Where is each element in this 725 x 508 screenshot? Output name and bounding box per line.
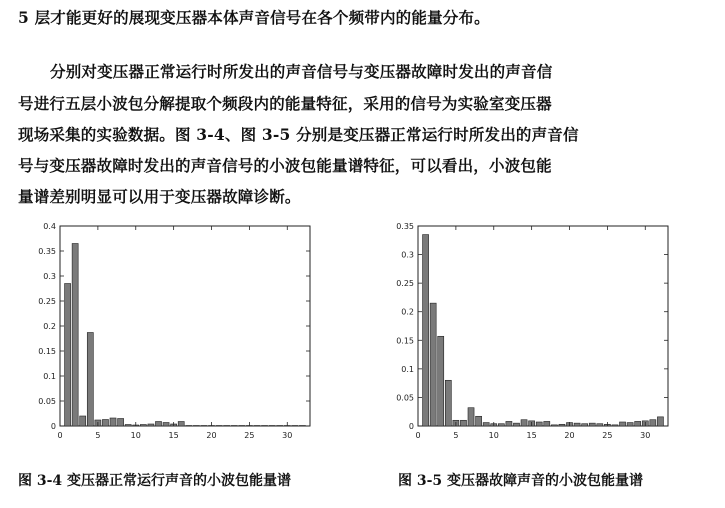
bar — [635, 421, 641, 426]
figure-3-4-chart — [22, 220, 322, 452]
bar — [650, 420, 656, 426]
plot-frame — [418, 226, 668, 426]
bar — [193, 426, 199, 427]
bar — [292, 426, 298, 427]
plot-frame — [60, 226, 310, 426]
y-tick-label: 0.2 — [43, 322, 56, 331]
bar — [423, 235, 429, 426]
bar — [559, 424, 565, 426]
y-tick-label: 0.35 — [38, 247, 56, 256]
x-tick-label: 15 — [168, 431, 179, 440]
bar — [186, 426, 192, 427]
x-tick-label: 25 — [244, 431, 255, 440]
y-tick-label: 0 — [50, 422, 56, 431]
x-tick-label: 5 — [95, 431, 101, 440]
x-tick-label: 25 — [602, 431, 613, 440]
x-tick-label: 10 — [130, 431, 141, 440]
bar — [544, 421, 550, 426]
bar — [163, 423, 169, 427]
bar — [536, 422, 542, 426]
paragraph-line: 量谱差别明显可以用于变压器故障诊断。 — [18, 187, 301, 206]
figure-3-5-chart — [380, 220, 680, 452]
x-tick-label: 20 — [206, 431, 217, 440]
bar — [65, 284, 71, 427]
y-tick-label: 0.3 — [43, 272, 56, 281]
bar — [118, 419, 124, 427]
bar — [262, 426, 268, 427]
x-tick-label: 0 — [415, 431, 421, 440]
y-tick-label: 0.3 — [401, 250, 414, 260]
bar — [125, 425, 131, 427]
bar — [438, 336, 444, 426]
x-tick-label: 15 — [526, 431, 537, 440]
x-tick-label: 0 — [57, 431, 63, 440]
figure-3-4-svg — [22, 220, 322, 452]
y-tick-label: 0.25 — [396, 279, 414, 289]
bar — [476, 416, 482, 426]
bar — [148, 424, 154, 426]
bar — [597, 424, 603, 426]
figure-3-4-caption: 图 3-4 变压器正常运行声音的小波包能量谱 — [18, 473, 292, 489]
bar — [430, 303, 436, 426]
y-tick-label: 0.15 — [396, 336, 414, 346]
y-tick-label: 0 — [408, 422, 414, 431]
figure-3-5-caption: 图 3-5 变压器故障声音的小波包能量谱 — [398, 473, 644, 489]
x-tick-label: 10 — [488, 431, 499, 440]
bar — [551, 425, 557, 426]
bar — [460, 420, 466, 426]
bar — [178, 422, 184, 427]
bar — [72, 244, 78, 427]
bar — [589, 423, 595, 426]
bar — [582, 424, 588, 426]
bar — [110, 418, 116, 426]
y-tick-label: 0.35 — [396, 222, 414, 231]
bar — [620, 422, 626, 426]
x-tick-label: 5 — [453, 431, 459, 440]
bar — [87, 333, 93, 427]
bar — [201, 426, 207, 427]
x-tick-label: 30 — [640, 431, 651, 440]
bar — [513, 423, 519, 426]
bar — [483, 423, 489, 426]
bar — [627, 423, 633, 426]
bar — [231, 426, 237, 427]
bar — [269, 426, 275, 427]
y-tick-label: 0.2 — [401, 307, 414, 317]
y-tick-label: 0.4 — [43, 222, 56, 231]
bar — [657, 417, 663, 426]
bar — [498, 424, 504, 426]
y-tick-label: 0.1 — [401, 364, 414, 374]
bar — [612, 425, 618, 426]
paragraph-line: 现场采集的实验数据。图 3-4、图 3-5 分别是变压器正常运行时所发出的声音信 — [18, 125, 579, 144]
x-tick-label: 30 — [282, 431, 293, 440]
figure-3-5-svg — [380, 220, 680, 452]
y-tick-label: 0.1 — [43, 372, 56, 381]
paragraph-line: 号进行五层小波包分解提取个频段内的能量特征，采用的信号为实验室变压器 — [18, 94, 552, 113]
bar — [445, 380, 451, 426]
bar — [155, 422, 161, 427]
paragraph-line: 5 层才能更好的展现变压器本体声音信号在各个频带内的能量分布。 — [18, 8, 490, 27]
bar — [254, 426, 260, 427]
y-tick-label: 0.15 — [38, 347, 56, 356]
bar — [299, 426, 305, 427]
y-tick-label: 0.05 — [396, 393, 414, 403]
bar — [102, 420, 108, 427]
bar — [239, 426, 245, 427]
bar — [224, 426, 230, 427]
paragraph-line: 号与变压器故障时发出的声音信号的小波包能量谱特征，可以看出，小波包能 — [18, 156, 552, 175]
bar — [506, 421, 512, 426]
bar — [521, 420, 527, 426]
bar — [277, 426, 283, 427]
y-tick-label: 0.25 — [38, 297, 56, 306]
x-tick-label: 20 — [564, 431, 575, 440]
bar — [574, 423, 580, 426]
bar — [140, 425, 146, 427]
y-tick-label: 0.05 — [38, 397, 56, 406]
bar — [468, 408, 474, 426]
bar — [216, 426, 222, 427]
bar — [80, 416, 86, 426]
paragraph-line: 分别对变压器正常运行时所发出的声音信号与变压器故障时发出的声音信 — [50, 62, 553, 81]
